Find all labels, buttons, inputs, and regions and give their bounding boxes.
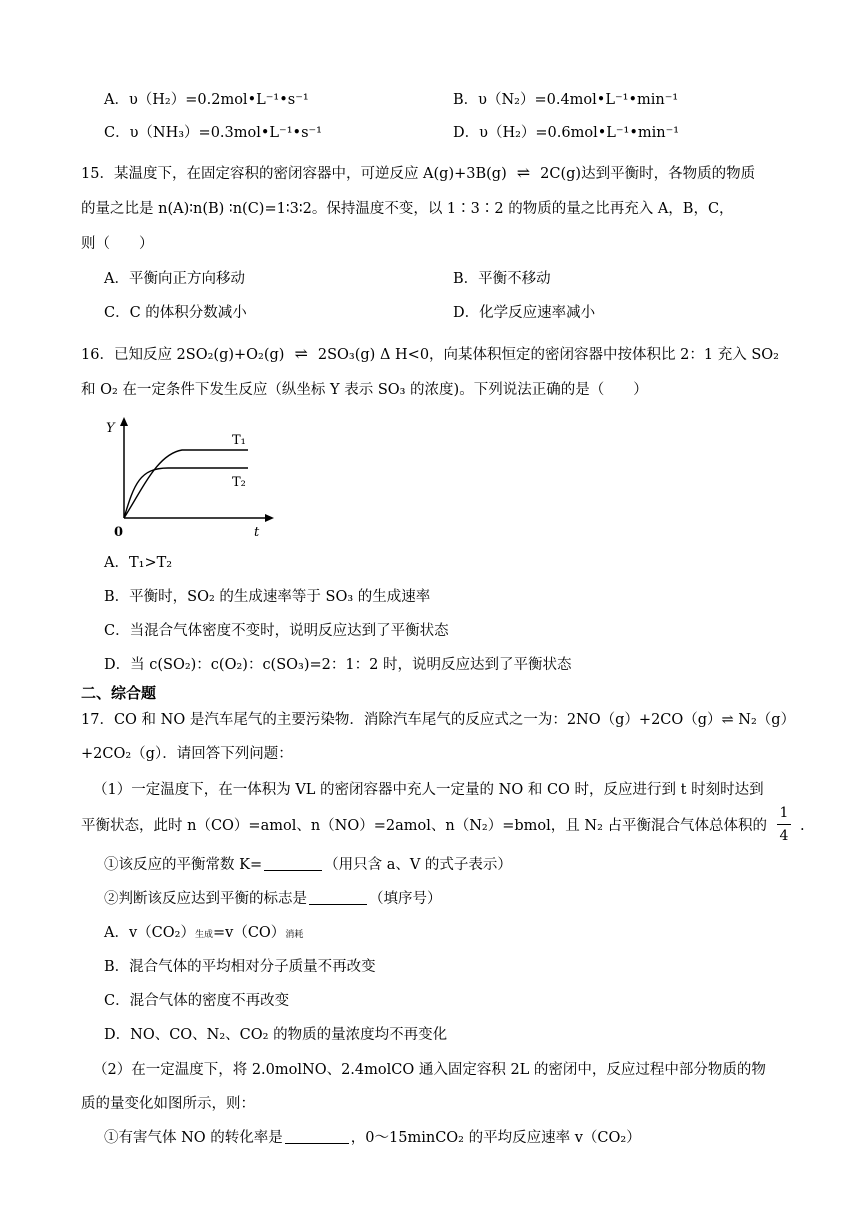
answer-blank[interactable] (264, 856, 322, 871)
q15-option-c: C．C 的体积分数减小 (104, 305, 247, 321)
q17-stem-line1: 17．CO 和 NO 是汽车尾气的主要污染物．消除汽车尾气的反应式之一为：2NO（g）+2CO（g）⇌ N₂（g） (81, 712, 796, 728)
equilibrium-arrow-icon: ⇌ (294, 344, 308, 363)
answer-blank[interactable] (309, 890, 367, 905)
q17-part2-line1: （2）在一定温度下，将 2.0molNO、2.4molCO 通入固定容积 2L 的密闭中，反应过程中部分物质的物 (93, 1062, 766, 1078)
origin-label: 0 (114, 525, 124, 540)
q16-option-c: C．当混合气体密度不变时，说明反应达到了平衡状态 (104, 623, 449, 639)
concentration-time-graph (98, 414, 278, 544)
fraction-one-quarter (776, 804, 792, 845)
fraction-bar (777, 824, 791, 825)
curve-label-t2: T₂ (232, 475, 246, 490)
q15-stem-line3: 则（ ） (81, 236, 154, 252)
x-axis-label: t (254, 525, 260, 540)
q17-part2-line2: 质的量变化如图所示，则： (81, 1096, 255, 1112)
q17-part1-line1: （1）一定温度下，在一体积为 VL 的密闭容器中充人一定量的 NO 和 CO 时，反应进行到 t 时刻时达到 (93, 782, 764, 798)
fraction-period: . (800, 818, 805, 834)
equilibrium-arrow-icon: ⇌ (516, 163, 531, 182)
q15-option-b: B．平衡不移动 (453, 271, 551, 287)
fraction-denominator: 4 (779, 828, 789, 844)
fraction-numerator: 1 (779, 805, 789, 821)
q16-stem-line2: 和 O₂ 在一定条件下发生反应（纵坐标 Y 表示 SO₃ 的浓度)。下列说法正确的是（ ） (81, 382, 648, 398)
q17-part2-sub1: ①有害气体 NO 的转化率是 ，0～15minCO₂ 的平均反应速率 v（CO₂） (104, 1130, 641, 1146)
q14-option-d: D．υ（H₂）=0.6mol•L⁻¹•min⁻¹ (453, 125, 680, 141)
curve-label-t1: T₁ (232, 433, 246, 448)
q14-option-b: B．υ（N₂）=0.4mol•L⁻¹•min⁻¹ (453, 92, 679, 108)
q17-option-c: C．混合气体的密度不再改变 (104, 993, 290, 1009)
y-axis-label: Y (106, 421, 115, 436)
q14-option-c: C．υ（NH₃）=0.3mol•L⁻¹•s⁻¹ (104, 125, 322, 141)
q15-option-a: A．平衡向正方向移动 (104, 271, 245, 287)
q16-stem-line1: 16．已知反应 2SO₂(g)+O₂(g) ⇌ 2SO₃(g) Δ H<0，向某体积恒定的密闭容器中按体积比 2：1 充入 SO₂ (81, 344, 779, 363)
section-title: 二、综合题 (81, 684, 157, 702)
answer-blank[interactable] (285, 1129, 349, 1144)
q17-option-a: A．v（CO₂）生成=v（CO）消耗 (104, 925, 304, 941)
q15-stem-line1: 15．某温度下，在固定容积的密闭容器中，可逆反应 A(g)+3B(g) ⇌ 2C(g)达到平衡时，各物质的物质 (81, 163, 756, 182)
q17-option-b: B．混合气体的平均相对分子质量不再改变 (104, 959, 376, 975)
q17-stem-line2: +2CO₂（g）．请回答下列问题： (81, 746, 293, 762)
q14-option-a: A．υ（H₂）=0.2mol•L⁻¹•s⁻¹ (104, 92, 309, 108)
q17-option-d: D．NO、CO、N₂、CO₂ 的物质的量浓度均不再变化 (104, 1027, 448, 1043)
q17-part1-line2: 平衡状态，此时 n（CO）=amol、n（NO）=2amol、n（N₂）=bmol，且 N₂ 占平衡混合气体总体积的 (81, 818, 767, 834)
q17-sub1: ①该反应的平衡常数 K= （用只含 a、V 的式子表示） (104, 857, 512, 873)
q15-stem-line2: 的量之比是 n(A)∶n(B) ∶n(C)=1∶3∶2。保持温度不变，以 1∶3∶2 的物质的量之比再充入 A，B，C， (81, 201, 734, 217)
q16-option-b: B．平衡时，SO₂ 的生成速率等于 SO₃ 的生成速率 (104, 589, 431, 605)
q16-option-a: A．T₁>T₂ (104, 555, 173, 571)
q17-sub2: ②判断该反应达到平衡的标志是 （填序号） (104, 891, 442, 907)
q15-option-d: D．化学反应速率减小 (453, 305, 596, 321)
q16-option-d: D．当 c(SO₂)：c(O₂)：c(SO₃)=2：1：2 时，说明反应达到了平衡状态 (104, 657, 572, 673)
